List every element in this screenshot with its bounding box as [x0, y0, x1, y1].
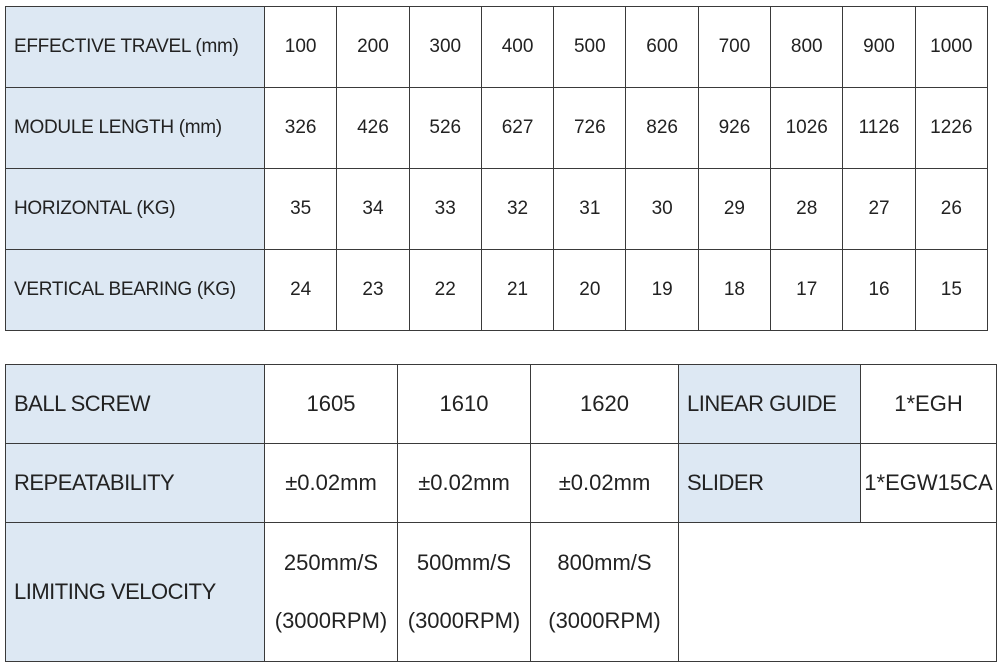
velocity-rpm: (3000RPM): [548, 608, 661, 633]
spec-table: [5, 6, 988, 331]
spec-cell: 34: [337, 169, 409, 250]
slider-value: 1*EGW15CA: [861, 444, 997, 523]
empty-cell: [679, 523, 997, 662]
spec-row: [6, 7, 988, 88]
spec-cell: 526: [409, 88, 481, 169]
spec-cell: 30: [626, 169, 698, 250]
spec-cell: 500: [554, 7, 626, 88]
spec-cell: 627: [481, 88, 553, 169]
limiting-velocity-label: LIMITING VELOCITY: [6, 523, 265, 662]
spec-cell: 826: [626, 88, 698, 169]
ball-screw-value: 1620: [531, 365, 679, 444]
ball-screw-row: [6, 365, 997, 444]
ball-screw-value: 1610: [398, 365, 531, 444]
spec-cell: 17: [771, 250, 843, 331]
velocity-speed: 800mm/S: [557, 549, 652, 575]
limiting-velocity-value: [531, 523, 679, 662]
spec-cell: 21: [481, 250, 553, 331]
velocity-rpm: (3000RPM): [274, 608, 388, 633]
spec-cell: 1226: [915, 88, 987, 169]
limiting-velocity-value: [398, 523, 531, 662]
ball-screw-value: 1605: [265, 365, 398, 444]
spec-cell: 33: [409, 169, 481, 250]
spec-row-label: MODULE LENGTH (mm): [6, 88, 265, 169]
spec-cell: 15: [915, 250, 987, 331]
linear-guide-value: 1*EGH: [861, 365, 997, 444]
spec-cell: 400: [481, 7, 553, 88]
repeatability-value: ±0.02mm: [531, 444, 679, 523]
spec-cell: 800: [771, 7, 843, 88]
spec-cell: 32: [481, 169, 553, 250]
spec-cell: 31: [554, 169, 626, 250]
spec-cell: 24: [265, 250, 337, 331]
spec-cell: 18: [698, 250, 770, 331]
spec-cell: 100: [265, 7, 337, 88]
spec-cell: 1000: [915, 7, 987, 88]
spec-cell: 23: [337, 250, 409, 331]
repeatability-value: ±0.02mm: [265, 444, 398, 523]
spec-cell: 1126: [843, 88, 915, 169]
repeatability-label: REPEATABILITY: [6, 444, 265, 523]
spec-cell: 726: [554, 88, 626, 169]
spec-row-label: VERTICAL BEARING (KG): [6, 250, 265, 331]
spec-cell: 200: [337, 7, 409, 88]
repeatability-row: [6, 444, 997, 523]
slider-label: SLIDER: [679, 444, 861, 523]
spec-cell: 1026: [771, 88, 843, 169]
spec-cell: 16: [843, 250, 915, 331]
spec-cell: 28: [771, 169, 843, 250]
spec-cell: 26: [915, 169, 987, 250]
spec-cell: 35: [265, 169, 337, 250]
spec-cell: 700: [698, 7, 770, 88]
limiting-velocity-row: [6, 523, 997, 662]
spec-row: [6, 250, 988, 331]
spec-cell: 926: [698, 88, 770, 169]
ball-screw-label: BALL SCREW: [6, 365, 265, 444]
spec-cell: 22: [409, 250, 481, 331]
spec-cell: 27: [843, 169, 915, 250]
limiting-velocity-value: [265, 523, 398, 662]
spec-cell: 29: [698, 169, 770, 250]
velocity-speed: 500mm/S: [416, 549, 512, 575]
spec-row-label: HORIZONTAL (KG): [6, 169, 265, 250]
velocity-speed: 250mm/S: [283, 549, 379, 575]
spec-row: [6, 88, 988, 169]
spec-cell: 20: [554, 250, 626, 331]
linear-guide-label: LINEAR GUIDE: [679, 365, 861, 444]
spec-cell: 326: [265, 88, 337, 169]
screw-table: [5, 364, 997, 662]
spec-cell: 426: [337, 88, 409, 169]
spec-row: [6, 169, 988, 250]
spec-cell: 19: [626, 250, 698, 331]
spec-cell: 600: [626, 7, 698, 88]
spec-row-label: EFFECTIVE TRAVEL (mm): [6, 7, 265, 88]
spec-cell: 900: [843, 7, 915, 88]
spec-cell: 300: [409, 7, 481, 88]
velocity-rpm: (3000RPM): [407, 608, 521, 633]
repeatability-value: ±0.02mm: [398, 444, 531, 523]
